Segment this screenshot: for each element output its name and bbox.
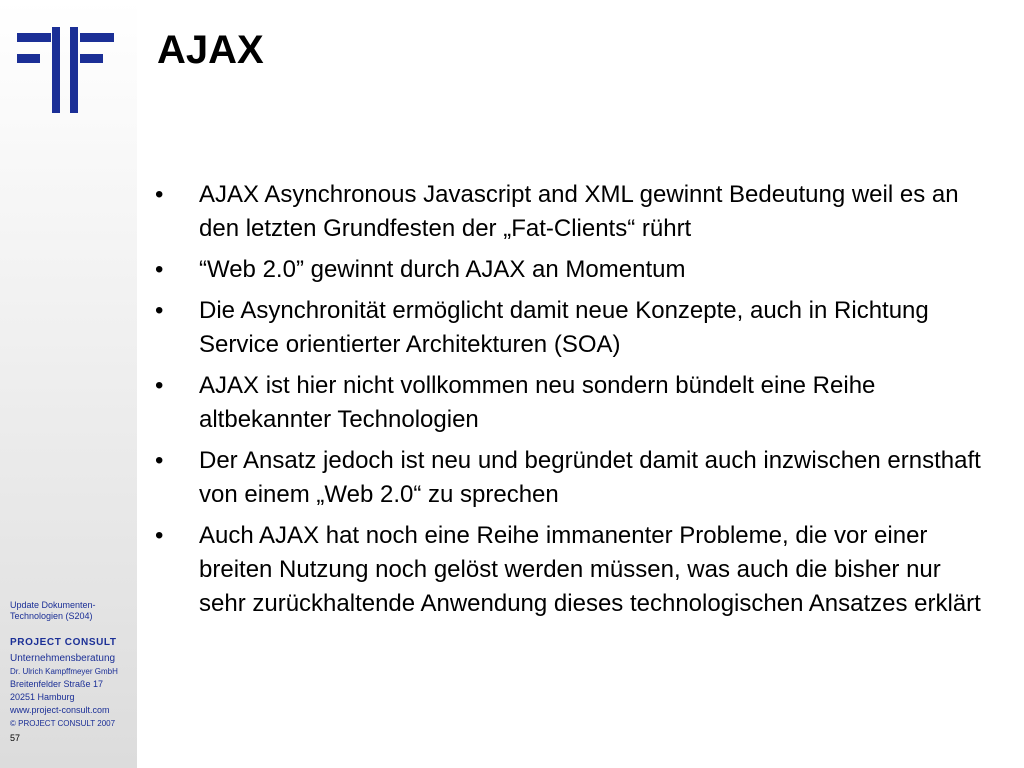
page-number: 57 [10,733,21,743]
bullet-list [155,178,985,628]
bullet-item [155,253,985,287]
company-owner: Dr. Ulrich Kampffmeyer GmbH [10,667,118,676]
slide-title: AJAX [157,28,264,72]
company-name: PROJECT CONSULT [10,637,117,648]
bullet-text: Der Ansatz jedoch ist neu und begründet damit auch inzwischen ernsthaft von einem „Web 2.0“ zu sprechen [199,447,981,508]
project-consult-logo-icon [17,27,115,115]
bullet-marker: • [155,181,164,208]
bullet-text: “Web 2.0” gewinnt durch AJAX an Momentum [199,256,686,283]
bullet-text: AJAX Asynchronous Javascript and XML gewinnt Bedeutung weil es an den letzten Grundfesten der „Fat-Clients“ rührt [199,181,959,242]
sidebar-footer [10,600,135,744]
bullet-marker: • [155,522,164,549]
bullet-item [155,369,985,437]
bullet-marker: • [155,447,164,474]
bullet-item [155,178,985,246]
document-title: Update Dokumenten-Technologien (S204) [10,600,96,621]
bullet-item [155,294,985,362]
bullet-text: AJAX ist hier nicht vollkommen neu sondern bündelt eine Reihe altbekannter Technologien [199,372,876,433]
bullet-text: Die Asynchronität ermöglicht damit neue Konzepte, auch in Richtung Service orientierter Architekturen (SOA) [199,297,929,358]
copyright-notice: © PROJECT CONSULT 2007 [10,719,116,728]
bullet-marker: • [155,256,164,283]
bullet-marker: • [155,297,164,324]
company-street: Breitenfelder Straße 17 [10,679,104,689]
bullet-marker: • [155,372,164,399]
bullet-item [155,519,985,621]
bullet-text: Auch AJAX hat noch eine Reihe immanenter Probleme, die vor einer breiten Nutzung noch gelöst werden müssen, was auch die bisher nur sehr zurückhaltende Anwendung dieses technologischen Ansatzes erklärt [199,522,981,617]
bullet-item [155,444,985,512]
company-city: 20251 Hamburg [10,692,75,702]
company-subtitle: Unternehmensberatung [10,653,116,664]
sidebar [0,0,137,768]
company-website: www.project-consult.com [10,705,110,715]
